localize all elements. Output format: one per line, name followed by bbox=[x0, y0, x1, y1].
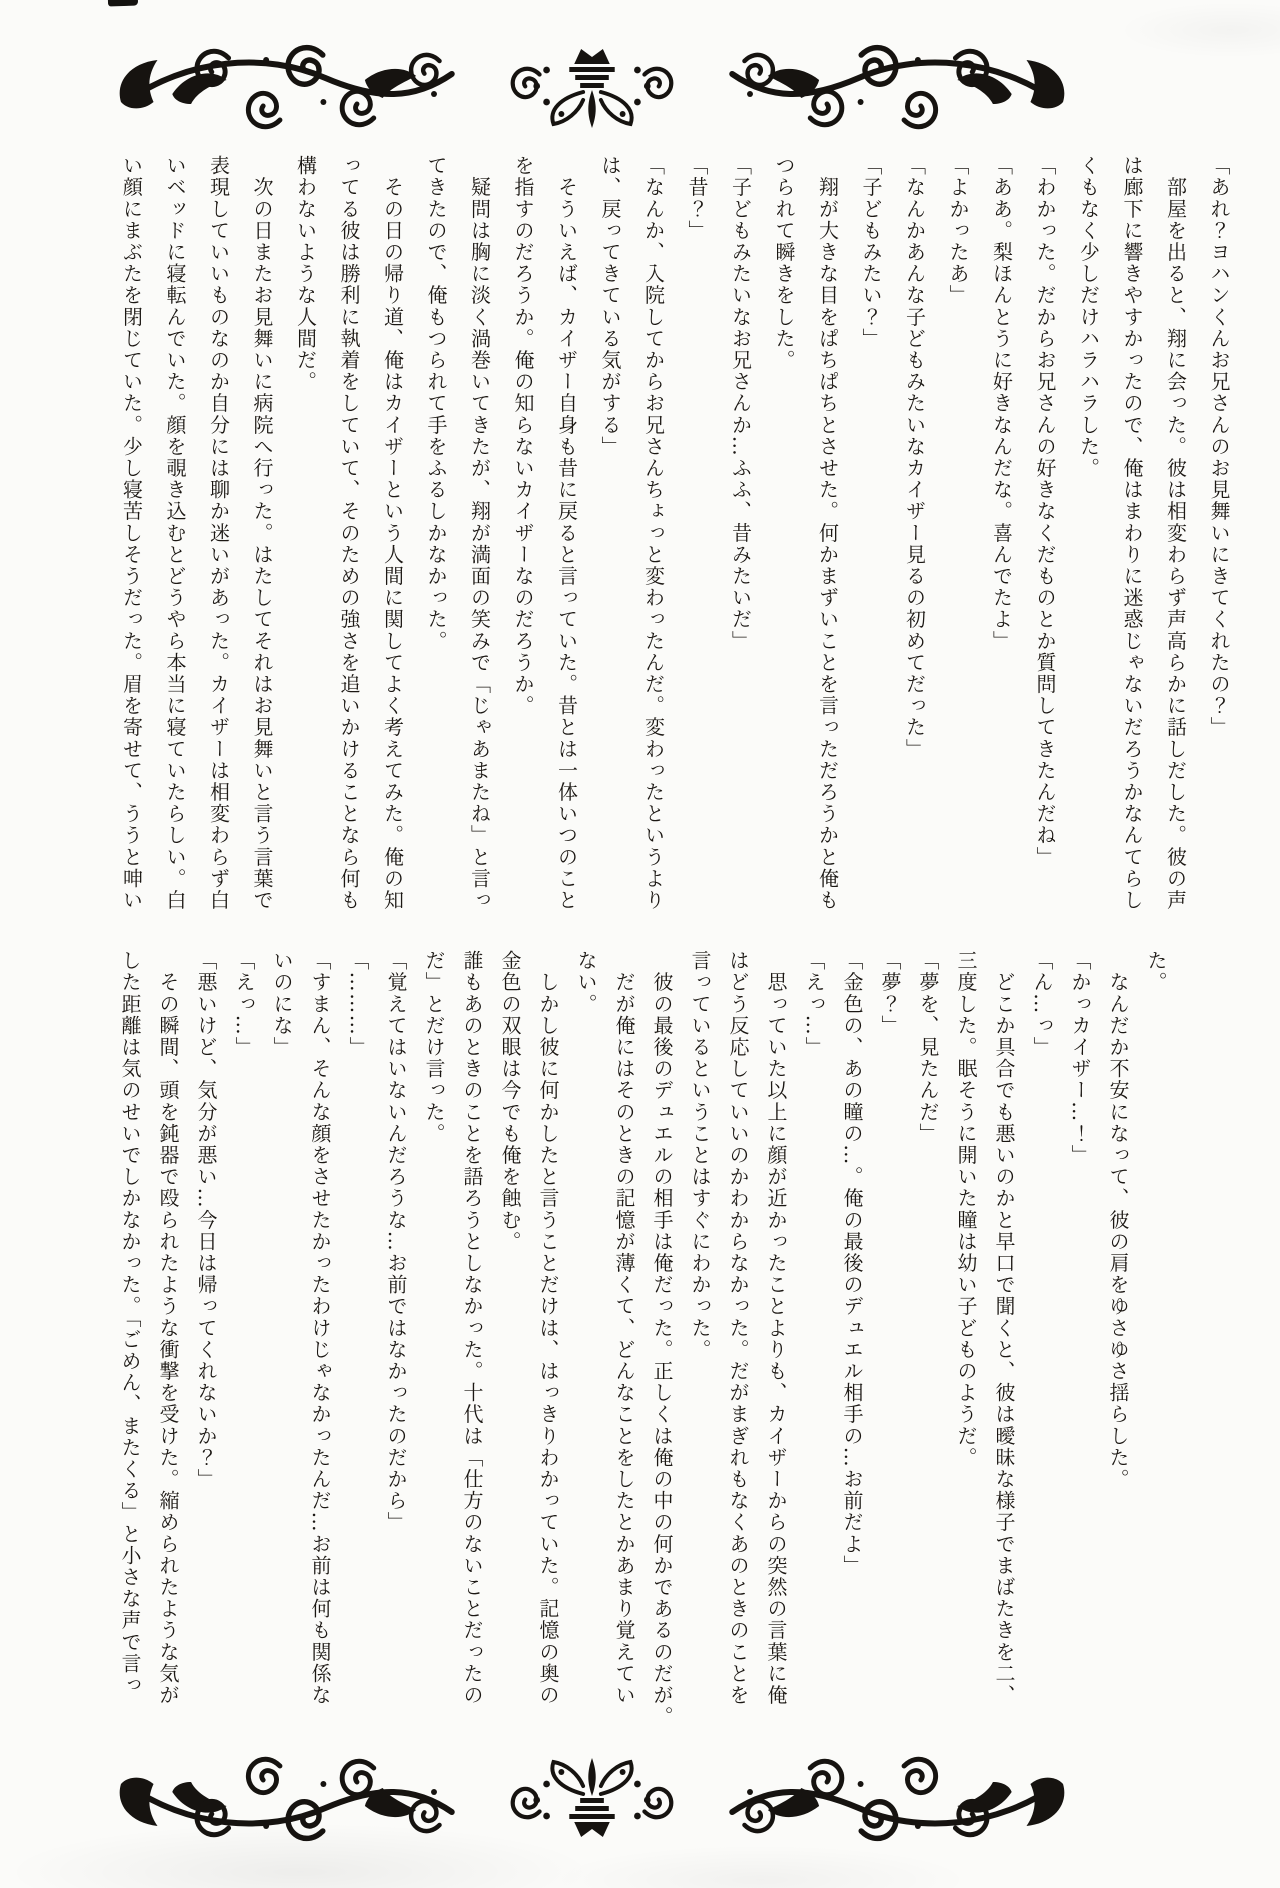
text-column: しかし彼に何かしたと言うことだけは、はっきりわかっていた。記憶の奥の bbox=[536, 950, 560, 1706]
text-column: 誰もあのときのことを語ろうとしなかった。十代は「仕方のないことだったの bbox=[460, 950, 484, 1706]
text-column: だが俺にはそのときの記憶が薄くて、どんなことをしたとかあまり覚えてい bbox=[612, 950, 636, 1706]
text-column: た。 bbox=[1144, 950, 1168, 994]
story-text-bottom-section bbox=[99, 950, 1175, 1750]
text-column: 「ああ。梨ほんとうに好きなんだな。喜んでたよ」 bbox=[989, 155, 1014, 652]
text-column: ない。 bbox=[574, 950, 598, 1015]
text-column: 「子どもみたいなお兄さんか…ふふ、昔みたいだ」 bbox=[728, 155, 753, 652]
text-column: 構わないような人間だ。 bbox=[293, 155, 318, 393]
text-column: 「金色の、あの瞳の…。俺の最後のデュエル相手の…お前だよ」 bbox=[840, 950, 864, 1577]
text-column: い顔にまぶたを閉じていた。少し寝苦しそうだった。眉を寄せて、ううと呻い bbox=[119, 155, 144, 911]
scan-artifact bbox=[108, 0, 138, 7]
text-column: いベッドに寝転んでいた。顔を覗き込むとどうやら本当に寝ていたらしい。白 bbox=[163, 155, 187, 911]
text-column: は廊下に響きやすかったので、俺はまわりに迷惑じゃないだろうかなんてらし bbox=[1120, 155, 1144, 911]
text-column: ってる彼は勝利に執着をしていて、そのための強さを追いかけることなら何も bbox=[337, 155, 361, 911]
flourish-ornament-bottom bbox=[118, 1752, 1066, 1844]
text-column: 「ん…っ」 bbox=[1030, 950, 1054, 1058]
crown-motif bbox=[513, 49, 672, 128]
text-column: 部屋を出ると、翔に会った。彼は相変わらず声高らかに話しだした。彼の声 bbox=[1163, 155, 1188, 911]
victorian-flourish-icon bbox=[118, 42, 1066, 134]
text-column: 「なんか、入院してからお兄さんちょっと変わったんだ。変わったというより bbox=[641, 155, 666, 911]
text-column: 「わかった。だからお兄さんの好きなくだものとか質問してきたんだね」 bbox=[1033, 155, 1057, 868]
text-column: を指すのだろうか。俺の知らないカイザーなのだろうか。 bbox=[511, 155, 535, 717]
text-column: 三度した。眠そうに開いた瞳は幼い子どものようだ。 bbox=[954, 950, 978, 1469]
text-column: その日の帰り道、俺はカイザーという人間に関してよく考えてみた。俺の知 bbox=[380, 155, 405, 911]
text-column: 疑問は胸に淡く渦巻いてきたが、翔が満面の笑みで「じゃあまたね」と言っ bbox=[467, 155, 492, 911]
text-column: 「子どもみたい？」 bbox=[859, 155, 883, 350]
text-column: 言っているということはすぐにわかった。 bbox=[688, 950, 712, 1361]
text-column: だ」とだけ言った。 bbox=[422, 950, 446, 1145]
text-column: つられて瞬きをした。 bbox=[772, 155, 796, 371]
text-column: 彼の最後のデュエルの相手は俺だった。正しくは俺の中の何かであるのだが。 bbox=[650, 950, 674, 1728]
story-text-top-section bbox=[100, 155, 1240, 950]
text-column: はどう反応していいのかわからなかった。だがまぎれもなくあのときのことを bbox=[726, 950, 750, 1706]
victorian-flourish-icon bbox=[118, 1752, 1066, 1844]
text-column: てきたので、俺もつられて手をふるしかなかった。 bbox=[424, 155, 448, 652]
text-column: 「すまん、そんな顔をさせたかったわけじゃなかったんだ…お前は何も関係な bbox=[308, 950, 332, 1706]
text-column: 「昔？」 bbox=[685, 155, 709, 242]
text-column: した距離は気のせいでしかなかった。「ごめん、またくる」と小さな声で言っ bbox=[118, 950, 142, 1696]
text-column: 次の日またお見舞いに病院へ行った。はたしてそれはお見舞いと言う言葉で bbox=[250, 155, 274, 911]
text-column: 思っていた以上に顔が近かったことよりも、カイザーからの突然の言葉に俺 bbox=[764, 950, 788, 1706]
text-column: どこか具合でも悪いのかと早口で聞くと、彼は曖昧な様子でまばたきを二、 bbox=[992, 950, 1016, 1706]
text-column: 金色の双眼は今でも俺を蝕む。 bbox=[498, 950, 522, 1253]
text-column: 「かっカイザー…！」 bbox=[1068, 950, 1092, 1166]
text-column: 「えっ…」 bbox=[232, 950, 256, 1058]
text-column: 「覚えてはいないんだろうな…お前ではなかったのだから」 bbox=[384, 950, 408, 1534]
flourish-ornament-top bbox=[118, 42, 1066, 134]
text-column: 「夢を、見たんだ」 bbox=[916, 950, 940, 1145]
text-column: 翔が大きな目をぱちぱちとさせた。何かまずいことを言っただろうかと俺も bbox=[815, 155, 840, 911]
text-column: 「よかったあ」 bbox=[946, 155, 970, 307]
text-column: は、戻ってきている気がする」 bbox=[598, 155, 622, 458]
text-column: なんだか不安になって、彼の肩をゆさゆさ揺らした。 bbox=[1106, 950, 1130, 1490]
text-column: 「悪いけど、気分が悪い…今日は帰ってくれないか？」 bbox=[194, 950, 218, 1490]
text-column: 表現していいものなのか自分には聊か迷いがあった。カイザーは相変わらず白 bbox=[206, 155, 231, 911]
text-column: 「えっ…」 bbox=[802, 950, 826, 1058]
text-column: そういえば、カイザー自身も昔に戻ると言っていた。昔とは一体いつのこと bbox=[554, 155, 579, 911]
text-column: いのにな」 bbox=[270, 950, 294, 1058]
text-column: くもなく少しだけハラハラした。 bbox=[1076, 155, 1101, 479]
text-column: 「あれ？ヨハンくんお兄さんのお見舞いにきてくれたの？」 bbox=[1207, 155, 1231, 739]
text-column: 「なんかあんな子どもみたいなカイザー見るの初めてだった」 bbox=[902, 155, 927, 760]
text-column: 「夢？」 bbox=[878, 950, 902, 1037]
text-column: 「………」 bbox=[346, 950, 370, 1058]
text-column: その瞬間、頭を鈍器で殴られたような衝撃を受けた。縮められたような気が bbox=[156, 950, 180, 1706]
